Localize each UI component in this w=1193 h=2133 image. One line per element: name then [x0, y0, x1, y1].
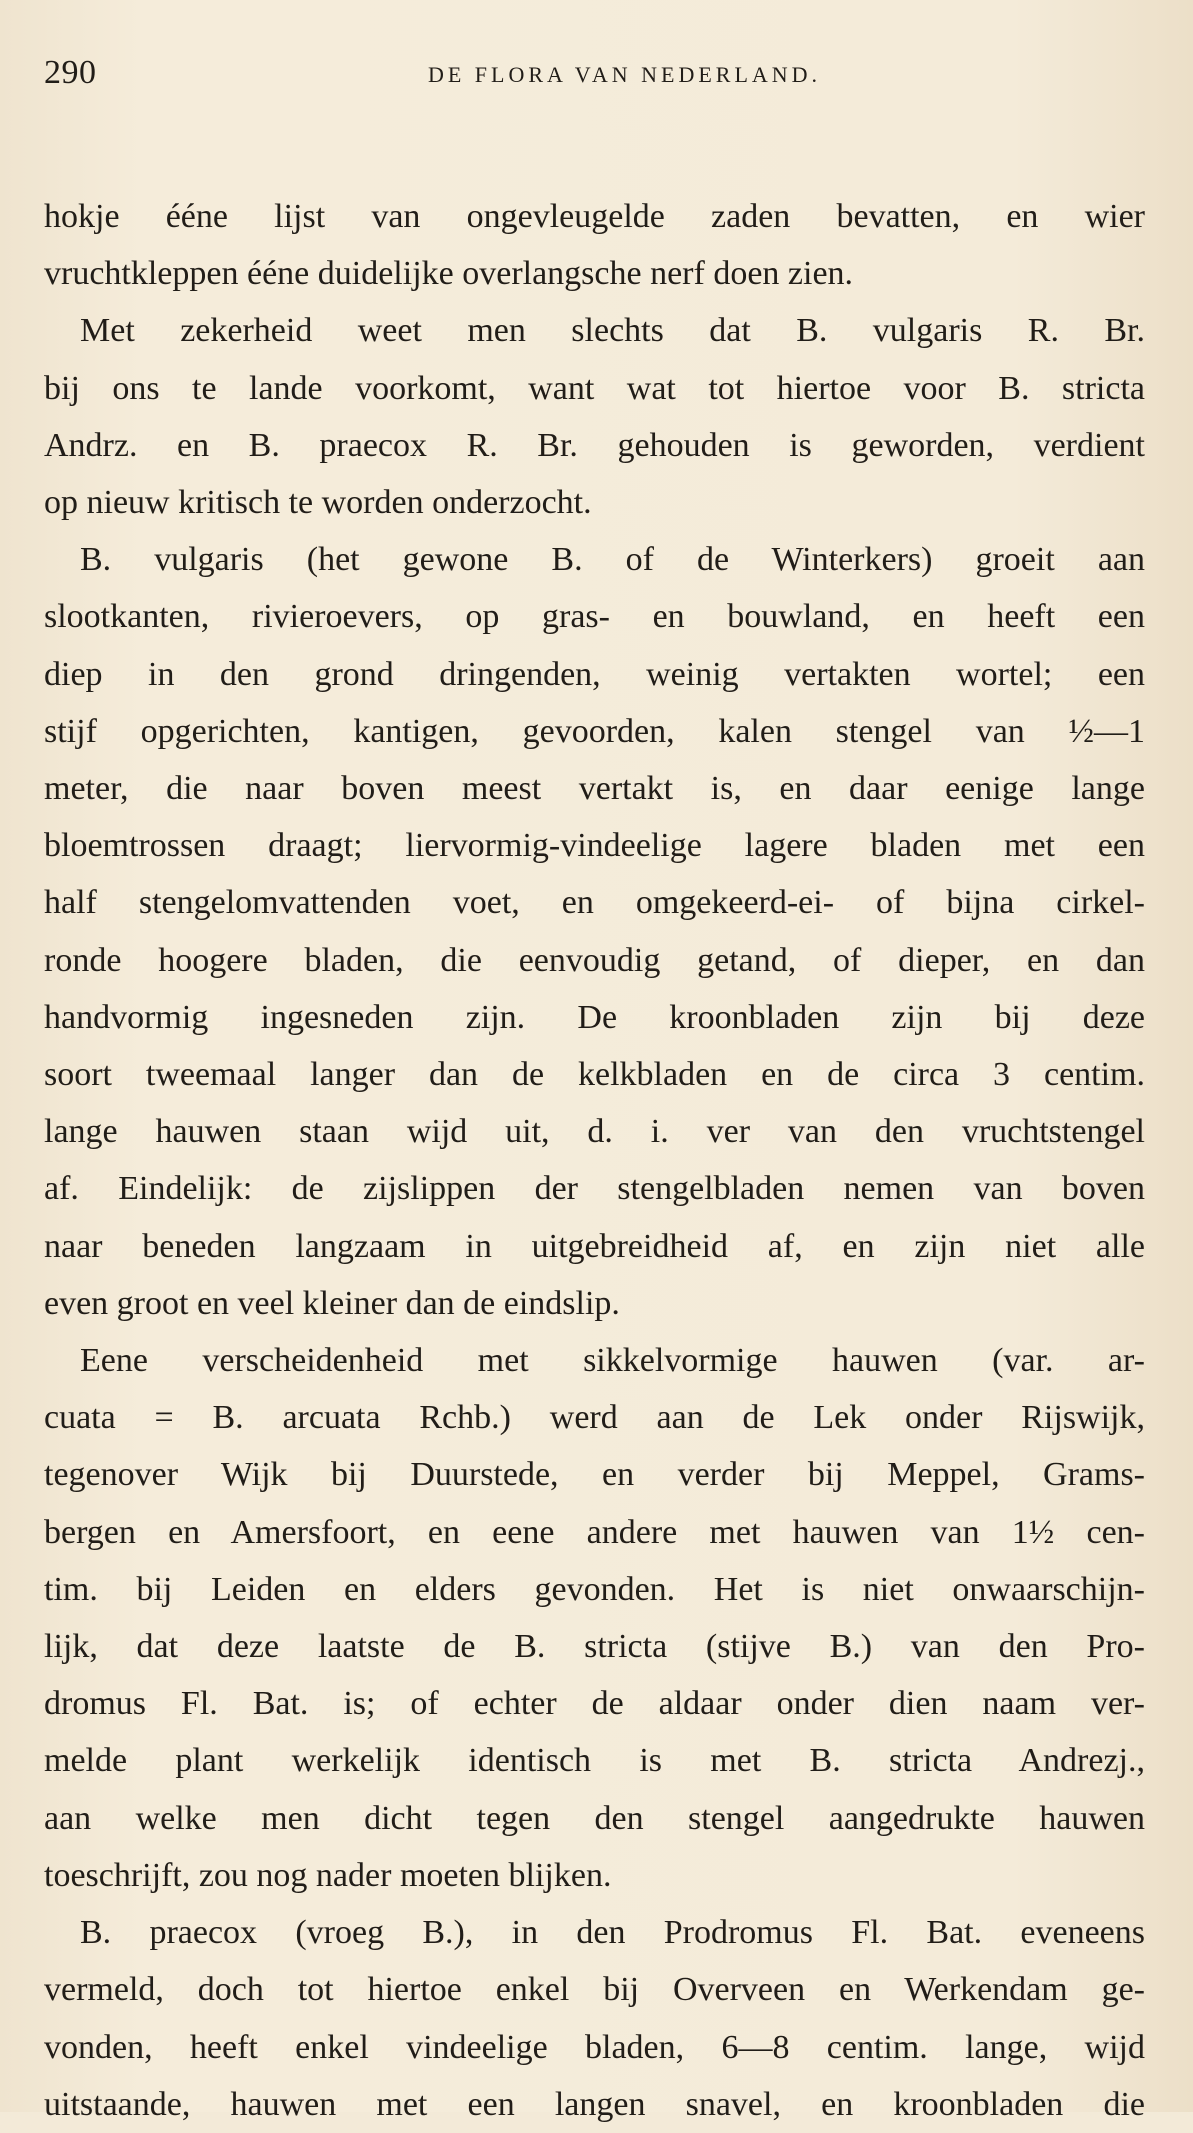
- text-line: hokje ééne lijst van ongevleugelde zaden bevatten, en wier: [44, 198, 1145, 235]
- text-line: dromus Fl. Bat. is; of echter de aldaar onder dien naam ver-: [44, 1685, 1145, 1723]
- text-line: bergen en Amersfoort, en eene andere met hauwen van 1½ cen-: [44, 1513, 1145, 1551]
- text-line: vermeld, doch tot hiertoe enkel bij Overveen en Werkendam ge-: [44, 1971, 1145, 2009]
- text-line: ronde hoogere bladen, die eenvoudig getand, of dieper, en dan: [44, 941, 1145, 979]
- text-line: naar beneden langzaam in uitgebreidheid af, en zijn niet alle: [44, 1227, 1145, 1265]
- running-head: DE FLORA VAN NEDERLAND.: [427, 62, 822, 87]
- text-line: lijk, dat deze laatste de B. stricta (stijve B.) van den Pro-: [44, 1628, 1145, 1666]
- text-line: diep in den grond dringenden, weinig vertakten wortel; een: [44, 655, 1145, 693]
- text-line: meter, die naar boven meest vertakt is, en daar eenige lange: [44, 770, 1145, 808]
- text-line: stijf opgerichten, kantigen, gevoorden, kalen stengel van ½—1: [44, 712, 1145, 750]
- text-line: tegenover Wijk bij Duurstede, en verder bij Meppel, Grams-: [44, 1456, 1145, 1494]
- page-header: [44, 48, 1145, 108]
- text-line: Andrz. en B. praecox R. Br. gehouden is geworden, verdient: [44, 426, 1145, 464]
- text-line: handvormig ingesneden zijn. De kroonbladen zijn bij deze: [44, 998, 1145, 1036]
- text-line: af. Eindelijk: de zijslippen der stengelbladen nemen van boven: [44, 1170, 1145, 1208]
- text-line: melde plant werkelijk identisch is met B. stricta Andrezj.,: [44, 1742, 1145, 1780]
- text-line: aan welke men dicht tegen den stengel aangedrukte hauwen: [44, 1799, 1145, 1837]
- text-line: lange hauwen staan wijd uit, d. i. ver van den vruchtstengel: [44, 1113, 1145, 1151]
- text-line: cuata = B. arcuata Rchb.) werd aan de Lek onder Rijswijk,: [44, 1399, 1145, 1437]
- text-line: vonden, heeft enkel vindeelige bladen, 6—8 centim. lange, wijd: [44, 2028, 1145, 2066]
- text-line: uitstaande, hauwen met een langen snavel, en kroonbladen die: [44, 2085, 1145, 2123]
- text-line: B. vulgaris (het gewone B. of de Winterkers) groeit aan: [80, 541, 1145, 579]
- text-line: B. praecox (vroeg B.), in den Prodromus Fl. Bat. eveneens: [80, 1914, 1145, 1952]
- text-line: vruchtkleppen ééne duidelijke overlangsche nerf doen zien.: [44, 255, 854, 293]
- text-line: tim. bij Leiden en elders gevonden. Het is niet onwaarschijn-: [44, 1570, 1145, 1608]
- body-text: [44, 188, 1145, 2133]
- text-line: bij ons te lande voorkomt, want wat tot hiertoe voor B. stricta: [44, 369, 1145, 407]
- text-line: slootkanten, rivieroevers, op gras- en bouwland, en heeft een: [44, 598, 1145, 636]
- text-line: toeschrijft, zou nog nader moeten blijken.: [44, 1856, 612, 1894]
- text-line: half stengelomvattenden voet, en omgekeerd-ei- of bijna cirkel-: [44, 884, 1145, 922]
- text-line: soort tweemaal langer dan de kelkbladen en de circa 3 centim.: [44, 1056, 1145, 1094]
- text-line: op nieuw kritisch te worden onderzocht.: [44, 484, 592, 522]
- text-line: Met zekerheid weet men slechts dat B. vulgaris R. Br.: [80, 312, 1145, 350]
- page-number: 290: [44, 54, 97, 91]
- text-line: bloemtrossen draagt; liervormig-vindeelige lagere bladen met een: [44, 827, 1145, 865]
- text-line: Eene verscheidenheid met sikkelvormige hauwen (var. ar-: [80, 1342, 1145, 1380]
- text-line: even groot en veel kleiner dan de eindslip.: [44, 1284, 620, 1322]
